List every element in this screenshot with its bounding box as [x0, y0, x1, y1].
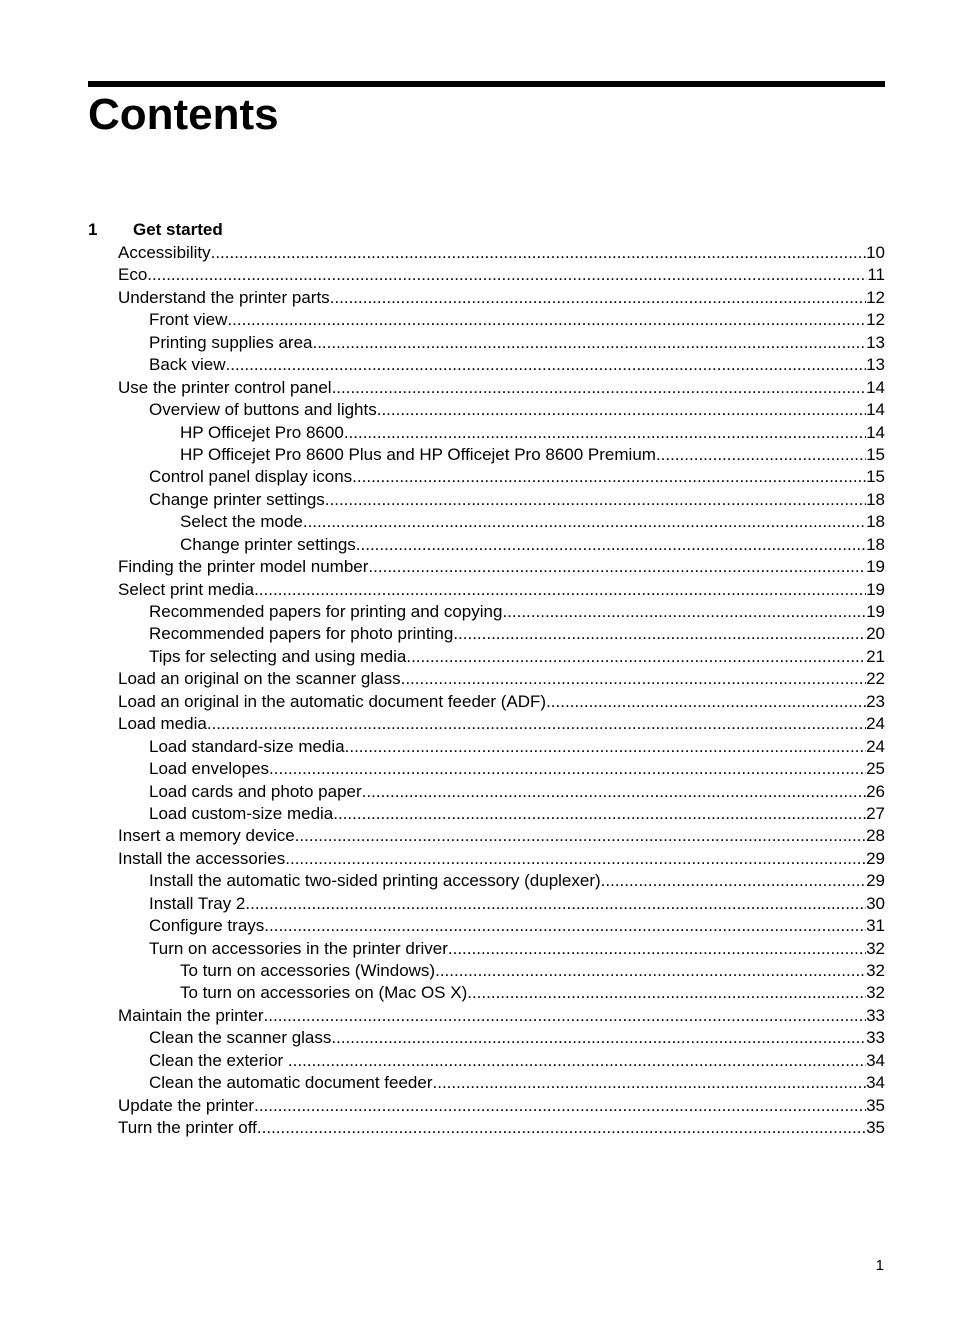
toc-entry-label: Load envelopes [149, 759, 270, 779]
toc-dot-leader [303, 511, 866, 533]
toc-entry-page: 24 [866, 714, 885, 734]
toc-dot-leader [433, 1072, 867, 1094]
toc-entry-page: 32 [866, 961, 885, 980]
toc-entry-label: HP Officejet Pro 8600 Plus and HP Officejet Pro 8600 Premium [180, 444, 656, 464]
toc-dot-leader [226, 354, 867, 376]
toc-dot-leader [344, 422, 866, 444]
toc-entry[interactable] [149, 309, 885, 331]
toc-entry[interactable] [149, 893, 885, 915]
toc-entry-page: 22 [866, 669, 885, 689]
toc-entry[interactable] [180, 534, 885, 556]
toc-entry[interactable] [118, 1005, 885, 1027]
toc-entry[interactable] [149, 623, 885, 645]
toc-dot-leader [245, 893, 866, 915]
toc-dot-leader [325, 489, 866, 511]
toc-entry-page: 33 [866, 1005, 885, 1025]
toc-entry-page: 35 [866, 1118, 885, 1138]
toc-dot-leader [448, 938, 866, 960]
table-of-contents [0, 242, 954, 1140]
toc-entry-label: Recommended papers for photo printing [149, 624, 454, 644]
toc-entry-page: 12 [866, 287, 885, 307]
toc-entry-page: 14 [866, 422, 885, 442]
toc-entry[interactable] [149, 1072, 885, 1094]
toc-entry[interactable] [149, 354, 885, 376]
toc-entry-page: 26 [866, 781, 885, 801]
toc-entry-page: 15 [866, 467, 885, 487]
toc-dot-leader [264, 915, 866, 937]
toc-entry-label: Select the mode [180, 512, 303, 532]
toc-entry-label: HP Officejet Pro 8600 [180, 422, 344, 442]
toc-dot-leader [332, 377, 867, 399]
toc-entry[interactable] [118, 287, 885, 309]
title-rule [88, 81, 885, 87]
toc-entry-page: 10 [866, 243, 885, 262]
toc-entry[interactable] [149, 489, 885, 511]
toc-entry-label: Install the automatic two-sided printing accessory (duplexer) [149, 871, 601, 891]
toc-entry[interactable] [149, 646, 885, 668]
toc-entry-label: Load custom-size media [149, 803, 334, 823]
toc-entry-page: 11 [867, 265, 885, 285]
toc-entry-label: Install Tray 2 [149, 893, 246, 913]
toc-dot-leader [264, 1005, 867, 1027]
toc-entry-page: 19 [866, 579, 885, 599]
toc-entry[interactable] [118, 556, 885, 578]
toc-dot-leader [254, 579, 866, 601]
toc-entry[interactable] [118, 377, 885, 399]
toc-entry[interactable] [180, 511, 885, 533]
toc-entry-label: Configure trays [149, 916, 265, 936]
toc-entry[interactable] [118, 264, 885, 286]
toc-entry-page: 19 [866, 602, 885, 621]
toc-dot-leader [331, 1027, 866, 1049]
toc-dot-leader [352, 466, 866, 488]
toc-entry-page: 31 [866, 916, 885, 936]
toc-entry[interactable] [149, 332, 885, 354]
toc-entry-page: 30 [866, 893, 885, 913]
toc-entry[interactable] [180, 960, 885, 982]
toc-entry-label: Turn on accessories in the printer driver [149, 938, 448, 958]
toc-entry-page: 32 [866, 983, 885, 1003]
toc-entry[interactable] [180, 422, 885, 444]
toc-entry[interactable] [118, 825, 885, 847]
toc-entry-label: Load an original in the automatic document feeder (ADF) [118, 691, 547, 711]
toc-dot-leader [356, 534, 866, 556]
toc-entry-page: 18 [866, 489, 885, 509]
toc-entry-page: 21 [866, 646, 885, 666]
toc-entry-label: Clean the scanner glass [149, 1028, 332, 1048]
toc-entry-page: 14 [866, 377, 885, 397]
toc-entry-label: Clean the automatic document feeder [149, 1073, 433, 1093]
toc-entry-label: Overview of buttons and lights [149, 400, 377, 420]
toc-dot-leader [601, 870, 866, 892]
toc-entry-page: 34 [866, 1073, 885, 1093]
toc-entry-page: 13 [866, 332, 885, 352]
toc-entry-page: 15 [866, 444, 885, 464]
toc-dot-leader [656, 444, 866, 466]
toc-dot-leader [227, 309, 866, 331]
toc-entry-label: Load an original on the scanner glass [118, 669, 401, 689]
toc-entry[interactable] [118, 579, 885, 601]
toc-dot-leader [345, 736, 866, 758]
toc-entry-label: Front view [149, 310, 228, 330]
toc-entry-page: 23 [866, 691, 885, 711]
toc-entry[interactable] [149, 399, 885, 421]
toc-entry[interactable] [149, 915, 885, 937]
toc-entry-page: 18 [866, 534, 885, 554]
page-title: Contents [88, 90, 279, 139]
toc-entry[interactable] [149, 1050, 885, 1072]
toc-entry[interactable] [118, 242, 885, 264]
toc-dot-leader [330, 287, 866, 309]
toc-dot-leader [368, 556, 866, 578]
toc-dot-leader [435, 960, 866, 982]
chapter-title: Get started [133, 220, 223, 239]
toc-entry-label: Understand the printer parts [118, 287, 330, 307]
toc-entry-label: Load standard-size media [149, 736, 345, 756]
toc-dot-leader [546, 691, 866, 713]
toc-entry-label: Back view [149, 355, 226, 375]
toc-entry-page: 32 [866, 938, 885, 958]
toc-entry-label: Clean the exterior [149, 1050, 288, 1070]
toc-entry-page: 25 [866, 759, 885, 779]
toc-entry-label: Tips for selecting and using media [149, 646, 407, 666]
toc-entry-page: 12 [866, 310, 885, 330]
toc-dot-leader [207, 713, 866, 735]
toc-entry[interactable] [118, 1095, 885, 1117]
toc-entry-label: To turn on accessories on (Mac OS X) [180, 983, 468, 1003]
toc-entry[interactable] [149, 758, 885, 780]
toc-dot-leader [377, 399, 866, 421]
toc-entry-page: 28 [866, 826, 885, 846]
toc-dot-leader [312, 332, 866, 354]
toc-entry-page: 34 [866, 1050, 885, 1070]
toc-entry[interactable] [149, 870, 885, 892]
toc-dot-leader [362, 781, 866, 803]
toc-entry[interactable] [149, 466, 885, 488]
toc-dot-leader [401, 668, 866, 690]
toc-entry[interactable] [118, 1117, 885, 1139]
toc-entry-page: 14 [866, 400, 885, 420]
toc-dot-leader [406, 646, 866, 668]
toc-entry-label: Load cards and photo paper [149, 781, 362, 801]
toc-dot-leader [453, 623, 866, 645]
toc-dot-leader [288, 1050, 866, 1072]
toc-entry[interactable] [118, 668, 885, 690]
toc-dot-leader [333, 803, 866, 825]
toc-entry-label: Maintain the printer [118, 1005, 264, 1025]
toc-entry-label: Recommended papers for printing and copying [149, 602, 503, 621]
toc-dot-leader [502, 601, 866, 623]
toc-dot-leader [269, 758, 866, 780]
toc-entry-label: Change printer settings [180, 534, 356, 554]
toc-entry-label: Accessibility [118, 243, 211, 262]
toc-entry-page: 13 [866, 355, 885, 375]
page-number: 1 [875, 1257, 884, 1274]
toc-entry-page: 18 [866, 512, 885, 532]
toc-entry[interactable] [149, 803, 885, 825]
toc-dot-leader [285, 848, 866, 870]
toc-dot-leader [147, 264, 867, 286]
toc-entry-label: To turn on accessories (Windows) [180, 961, 436, 980]
toc-entry-label: Printing supplies area [149, 332, 313, 352]
toc-entry[interactable] [149, 938, 885, 960]
toc-entry-label: Update the printer [118, 1095, 255, 1115]
toc-entry-page: 24 [866, 736, 885, 756]
toc-entry-label: Finding the printer model number [118, 557, 369, 577]
toc-dot-leader [254, 1095, 866, 1117]
toc-entry-page: 29 [866, 848, 885, 868]
toc-entry[interactable] [118, 848, 885, 870]
toc-entry-label: Control panel display icons [149, 467, 353, 487]
toc-entry-label: Eco [118, 265, 148, 285]
toc-entry[interactable] [149, 601, 885, 623]
toc-entry-label: Change printer settings [149, 489, 325, 509]
toc-entry-page: 35 [866, 1095, 885, 1115]
toc-dot-leader [295, 825, 866, 847]
toc-entry[interactable] [118, 691, 885, 713]
toc-entry-label: Install the accessories [118, 848, 286, 868]
toc-entry[interactable] [149, 781, 885, 803]
toc-entry-label: Load media [118, 714, 207, 734]
toc-entry[interactable] [118, 713, 885, 735]
toc-entry-page: 19 [866, 557, 885, 577]
toc-dot-leader [467, 982, 866, 1004]
toc-dot-leader [257, 1117, 866, 1139]
toc-entry-label: Use the printer control panel [118, 377, 332, 397]
toc-entry-label: Select print media [118, 579, 255, 599]
toc-entry-page: 20 [866, 624, 885, 644]
toc-entry[interactable] [149, 1027, 885, 1049]
toc-entry-label: Turn the printer off [118, 1118, 257, 1138]
toc-entry-page: 27 [866, 803, 885, 823]
chapter-number: 1 [88, 220, 98, 239]
toc-entry-label: Insert a memory device [118, 826, 295, 846]
toc-entry[interactable] [180, 444, 885, 466]
toc-entry-page: 33 [866, 1028, 885, 1048]
toc-dot-leader [211, 242, 866, 264]
toc-entry[interactable] [149, 736, 885, 758]
toc-entry[interactable] [180, 982, 885, 1004]
chapter-heading [88, 219, 885, 241]
toc-entry-page: 29 [866, 871, 885, 891]
